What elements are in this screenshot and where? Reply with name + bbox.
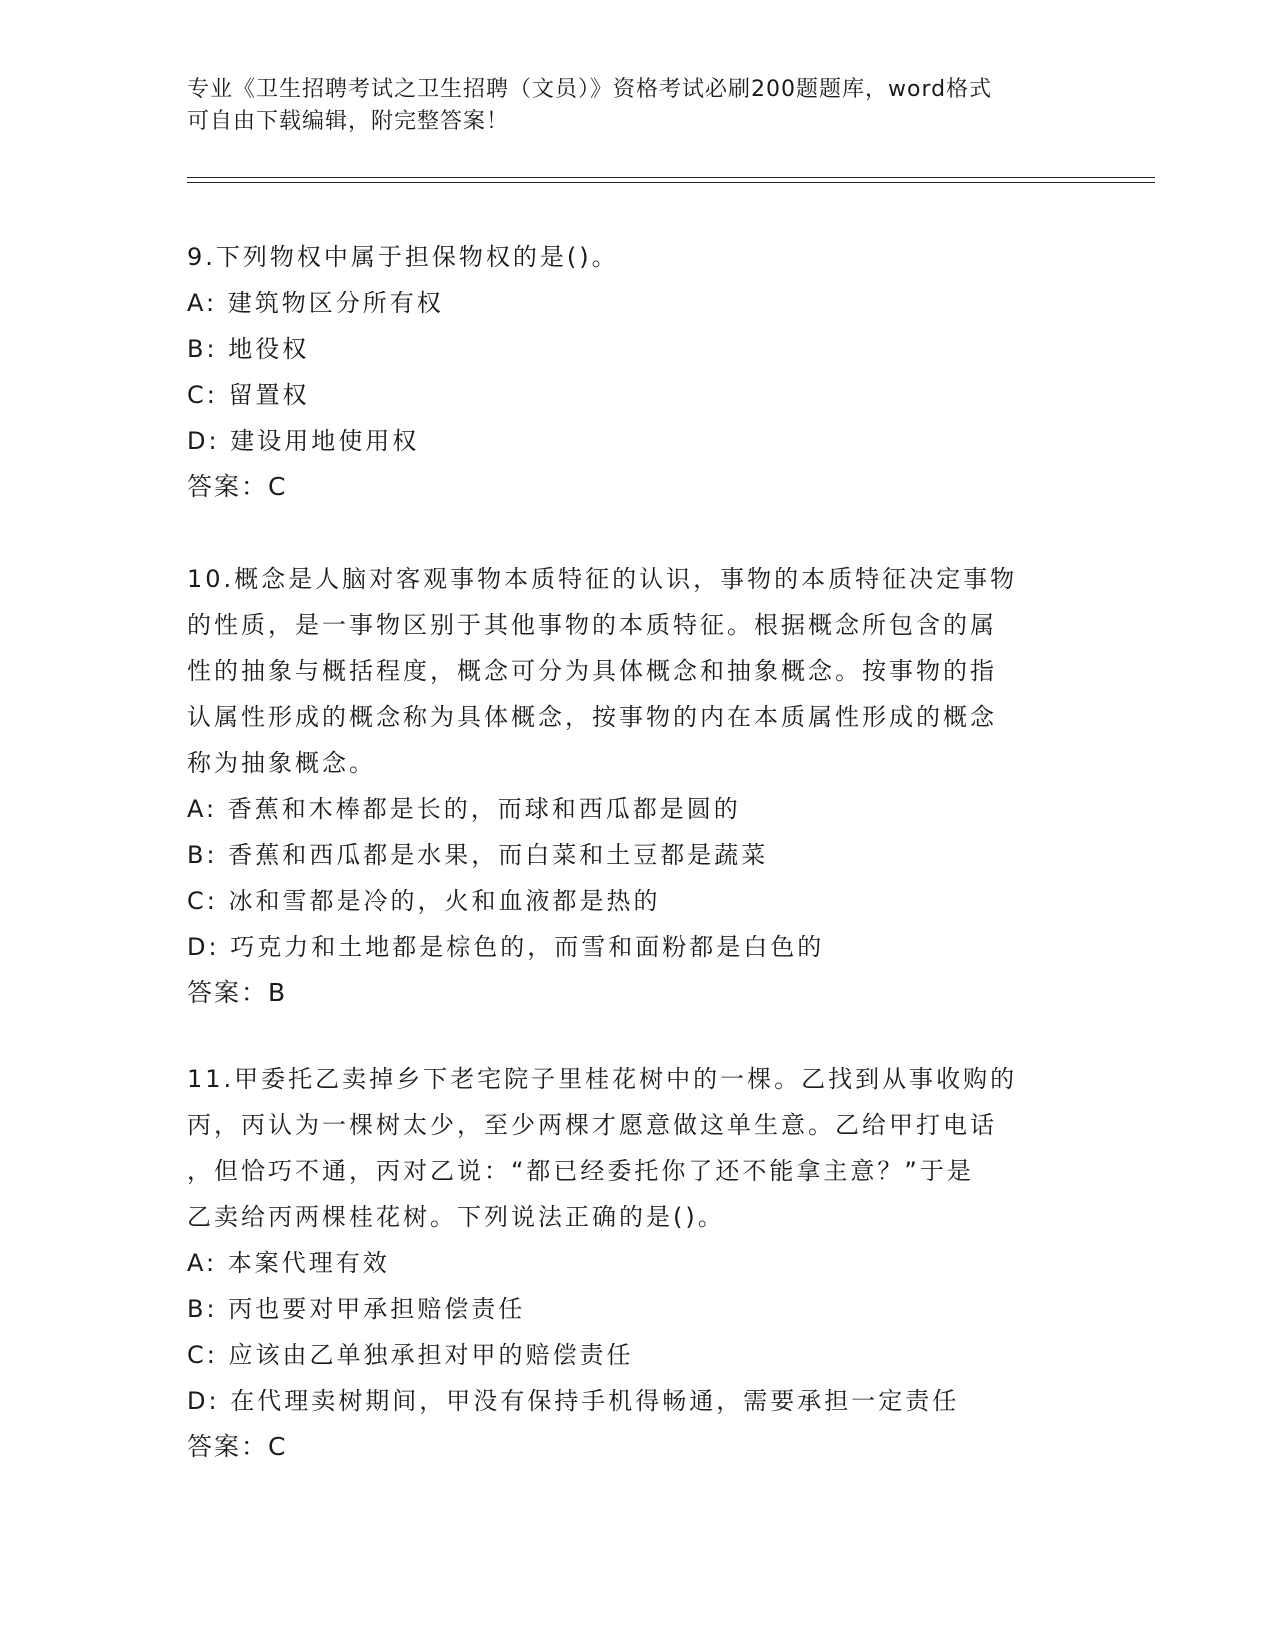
option-key: D: — [187, 1387, 220, 1415]
header-line-1: 专业《卫生招聘考试之卫生招聘（文员）》资格考试必刷200题题库，word格式 — [187, 77, 993, 102]
header-line-2: 可自由下载编辑，附完整答案！ — [187, 109, 510, 134]
question-stem-line: 认属性形成的概念称为具体概念，按事物的内在本质属性形成的概念 — [187, 703, 997, 731]
question-stem-line: 10.概念是人脑对客观事物本质特征的认识，事物的本质特征决定事物 — [187, 565, 1018, 593]
option-text: 建设用地使用权 — [230, 427, 420, 455]
option-text: 香蕉和木棒都是长的，而球和西瓜都是圆的 — [227, 795, 741, 823]
option-text: 香蕉和西瓜都是水果，而白菜和土豆都是蔬菜 — [228, 841, 769, 869]
option-key: C: — [187, 1341, 218, 1369]
question-stem-line: 称为抽象概念。 — [187, 749, 376, 777]
answer-label: 答案：B — [187, 978, 288, 1007]
question-stem-line: 丙，丙认为一棵树太少，至少两棵才愿意做这单生意。乙给甲打电话 — [187, 1111, 997, 1139]
option-a — [187, 280, 1087, 326]
option-key: C: — [187, 381, 218, 409]
option-d — [187, 1378, 1087, 1424]
question-stem-line: 9.下列物权中属于担保物权的是()。 — [187, 243, 619, 271]
question-stem-line: ，但恰巧不通，丙对乙说：“都已经委托你了还不能拿主意？”于是 — [187, 1157, 974, 1185]
question-stem — [187, 234, 1087, 280]
option-text: 丙也要对甲承担赔偿责任 — [228, 1295, 526, 1323]
question-10 — [187, 556, 1087, 1016]
option-text: 留置权 — [228, 381, 310, 409]
answer-label: 答案：C — [187, 1432, 288, 1461]
option-b — [187, 832, 1087, 878]
option-key: B: — [187, 1295, 218, 1323]
option-b — [187, 326, 1087, 372]
option-b — [187, 1286, 1087, 1332]
option-a — [187, 786, 1087, 832]
option-text: 地役权 — [228, 335, 310, 363]
question-stem — [187, 556, 1087, 786]
option-text: 应该由乙单独承担对甲的赔偿责任 — [228, 1341, 634, 1369]
option-c — [187, 1332, 1087, 1378]
option-key: D: — [187, 427, 220, 455]
option-text: 本案代理有效 — [227, 1249, 390, 1277]
option-key: A: — [187, 1249, 218, 1277]
question-stem-line: 性的抽象与概括程度，概念可分为具体概念和抽象概念。按事物的指 — [187, 657, 997, 685]
header-divider-bottom — [187, 182, 1155, 183]
header-divider-top — [187, 177, 1155, 178]
option-d — [187, 418, 1087, 464]
question-stem-line: 11.甲委托乙卖掉乡下老宅院子里桂花树中的一棵。乙找到从事收购的 — [187, 1065, 1018, 1093]
option-key: B: — [187, 335, 218, 363]
question-stem-line: 乙卖给丙两棵桂花树。下列说法正确的是()。 — [187, 1203, 725, 1231]
document-header — [187, 74, 1087, 138]
answer-label: 答案：C — [187, 472, 288, 501]
option-c — [187, 878, 1087, 924]
option-key: C: — [187, 887, 218, 915]
question-9 — [187, 234, 1087, 510]
option-key: B: — [187, 841, 218, 869]
option-c — [187, 372, 1087, 418]
option-text: 巧克力和土地都是棕色的，而雪和面粉都是白色的 — [230, 933, 825, 961]
option-d — [187, 924, 1087, 970]
option-a — [187, 1240, 1087, 1286]
option-text: 在代理卖树期间，甲没有保持手机得畅通，需要承担一定责任 — [230, 1387, 960, 1415]
question-11 — [187, 1056, 1087, 1470]
option-key: D: — [187, 933, 220, 961]
option-text: 冰和雪都是冷的，火和血液都是热的 — [228, 887, 661, 915]
question-stem-line: 的性质，是一事物区别于其他事物的本质特征。根据概念所包含的属 — [187, 611, 997, 639]
question-stem — [187, 1056, 1087, 1240]
option-text: 建筑物区分所有权 — [227, 289, 444, 317]
option-key: A: — [187, 795, 218, 823]
option-key: A: — [187, 289, 218, 317]
